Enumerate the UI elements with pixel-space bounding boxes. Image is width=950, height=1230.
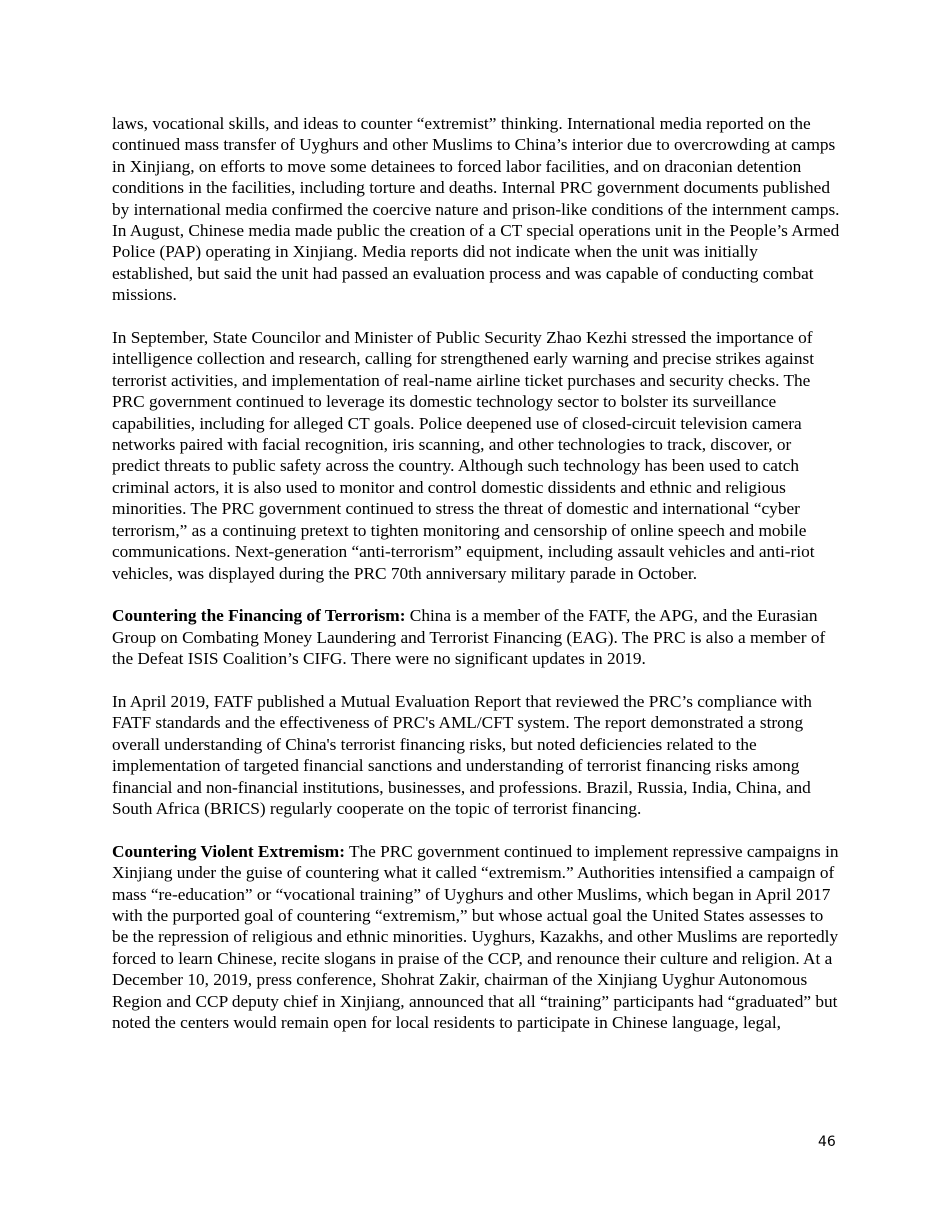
paragraph-fatf-report: In April 2019, FATF published a Mutual Evaluation Report that reviewed the PRC’s compliance with FATF standards and the effectiveness of PRC's AML/CFT system. The report demonstrated a strong overall understanding of China's terrorist financing risks, but noted deficiencies related to the implementation of targeted financial sanctions and understanding of terrorist financing risks among financial and non-financial institutions, businesses, and professions. Brazil, Russia, India, China, and South Africa (BRICS) regularly cooperate on the topic of terrorist financing.: [112, 691, 812, 818]
paragraph-cve-body: The PRC government continued to implement repressive campaigns in Xinjiang under the guise of countering what it called “extremism.” Authorities intensified a campaign of mass “re-education” or “vocational training” of Uyghurs and other Muslims, which began in April 2017 with the purported goal of countering “extremism,” but whose actual goal the United States assesses to be the repression of religious and ethnic minorities. Uyghurs, Kazakhs, and other Muslims are reportedly forced to learn Chinese, recite slogans in praise of the CCP, and renounce their culture and religion. At a December 10, 2019, press conference, Shohrat Zakir, chairman of the Xinjiang Uyghur Autonomous Region and CCP deputy chief in Xinjiang, announced that all “training” participants had “graduated” but noted the centers would remain open for local residents to participate in Chinese language, legal,: [112, 841, 839, 1032]
paragraph-detention-conditions: laws, vocational skills, and ideas to counter “extremist” thinking. International media reported on the continued mass transfer of Uyghurs and other Muslims to China’s interior due to overcrowding at camps in Xinjiang, on efforts to move some detainees to forced labor facilities, and on draconian detention conditions in the facilities, including torture and deaths. Internal PRC government documents published by international media confirmed the coercive nature and prison-like conditions of the internment camps. In August, Chinese media made public the creation of a CT special operations unit in the People’s Armed Police (PAP) operating in Xinjiang. Media reports did not indicate when the unit was initially established, but said the unit had passed an evaluation process and was capable of conducting combat missions.: [112, 114, 840, 305]
paragraph-violent-extremism: [112, 841, 842, 1034]
page-number: 46: [818, 1134, 836, 1150]
section-heading-financing: Countering the Financing of Terrorism:: [112, 606, 406, 626]
document-body: [112, 113, 842, 1055]
section-heading-cve: Countering Violent Extremism:: [112, 841, 345, 861]
paragraph-financing-terrorism: [112, 605, 842, 669]
paragraph-surveillance: In September, State Councilor and Minister of Public Security Zhao Kezhi stressed the importance of intelligence collection and research, calling for strengthened early warning and precise strikes against terrorist activities, and implementation of real-name airline ticket purchases and security checks. The PRC government continued to leverage its domestic technology sector to bolster its surveillance capabilities, including for alleged CT goals. Police deepened use of closed-circuit television camera networks paired with facial recognition, iris scanning, and other technologies to track, discover, or predict threats to public safety across the country. Although such technology has been used to catch criminal actors, it is also used to monitor and control domestic dissidents and ethnic and religious minorities. The PRC government continued to stress the threat of domestic and international “cyber terrorism,” as a continuing pretext to tighten monitoring and censorship of online speech and mobile communications. Next-generation “anti-terrorism” equipment, including assault vehicles and anti-riot vehicles, was displayed during the PRC 70th anniversary military parade in October.: [112, 328, 815, 583]
paragraph-financing-body: China is a member of the FATF, the APG, and the Eurasian Group on Combating Money Laundering and Terrorist Financing (EAG). The PRC is also a member of the Defeat ISIS Coalition’s CIFG. There were no significant updates in 2019.: [112, 606, 826, 669]
